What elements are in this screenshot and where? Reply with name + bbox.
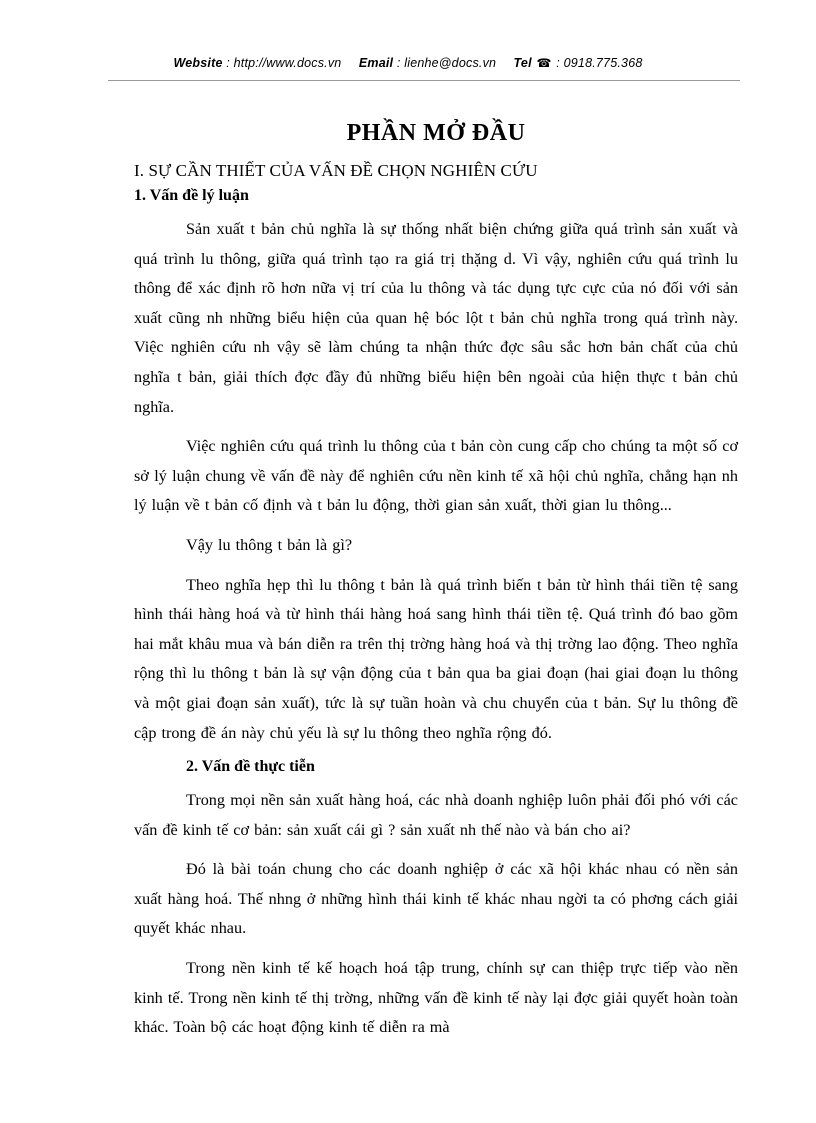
paragraph: Vậy lu thông t bản là gì?	[186, 535, 353, 554]
section-title: I. SỰ CẦN THIẾT CỦA VẤN ĐỀ CHỌN NGHIÊN CỨU	[134, 161, 538, 180]
header-divider	[108, 80, 740, 81]
document-body	[134, 120, 738, 1053]
phone-icon: ☎	[536, 56, 552, 70]
paragraph: Trong nền kinh tế kế hoạch hoá tập trung, chính sự can thiệp trực tiếp vào nền kinh tế. Trong nền kinh tế thị trờng, những vấn đề kinh tế này lại đợc giải quyết hoàn toàn khác. Toàn bộ các hoạt động kinh tế diễn ra mà	[134, 959, 738, 1037]
paragraph: Đó là bài toán chung cho các doanh nghiệp ở các xã hội khác nhau có nền sản xuất hàng hoá. Thế nhng ở những hình thái kinh tế khác nhau ngời ta có phơng cách giải quyết khác nhau.	[134, 860, 738, 938]
email-label: Email	[358, 56, 394, 70]
tel-value: : 0918.775.368	[556, 56, 643, 70]
email-value: : lienhe@docs.vn	[396, 56, 497, 70]
website-label: Website	[173, 56, 223, 70]
paragraph: Sản xuất t bản chủ nghĩa là sự thống nhất biện chứng giữa quá trình sản xuất và quá trình lu thông, giữa quá trình tạo ra giá trị thặng d. Vì vậy, nghiên cứu quá trình lu thông để xác định rõ hơn nữa vị trí của lu thông và tác dụng tực cực của nó đối với sản xuất cũng nh những biểu hiện của quan hệ bóc lột t bản chủ nghĩa trong quá trình này. Việc nghiên cứu nh vậy sẽ làm chúng ta nhận thức đợc sâu sắc hơn bản chất của chủ nghĩa t bản, giải thích đợc đầy đủ những biểu hiện bên ngoài của hiện thực t bản chủ nghĩa.	[134, 220, 738, 416]
document-title: PHẦN MỞ ĐẦU	[346, 120, 526, 146]
website-value: : http://www.docs.vn	[226, 56, 342, 70]
paragraph: Việc nghiên cứu quá trình lu thông của t bản còn cung cấp cho chúng ta một số cơ sở lý luận chung về vấn đề này để nghiên cứu nền kinh tế xã hội chủ nghĩa, chẳng hạn nh lý luận về t bản cố định và t bản lu động, thời gian sản xuất, thời gian lu thông...	[134, 437, 738, 515]
paragraph: Theo nghĩa hẹp thì lu thông t bản là quá trình biến t bản từ hình thái tiền tệ sang hình thái hàng hoá và từ hình thái hàng hoá sang hình thái tiền tệ. Quá trình đó bao gồm hai mắt khâu mua và bán diễn ra trên thị trờng hàng hoá và thị trờng lao động. Theo nghĩa rộng thì lu thông t bản là sự vận động của t bản qua ba giai đoạn (hai giai đoạn lu thông và một giai đoạn sản xuất), tức là sự tuần hoàn và chu chuyển của t bản. Sự lu thông đề cập trong đề án này chủ yếu là sự lu thông theo nghĩa rộng đó.	[134, 575, 738, 742]
tel-label: Tel	[513, 56, 532, 70]
subheading-theory: 1. Vấn đề lý luận	[134, 187, 249, 204]
page-header	[0, 56, 816, 70]
subheading-practice: 2. Vấn đề thực tiễn	[186, 758, 315, 776]
paragraph: Trong mọi nền sản xuất hàng hoá, các nhà doanh nghiệp luôn phải đối phó với các vấn đề kinh tế cơ bản: sản xuất cái gì ? sản xuất nh thế nào và bán cho ai?	[134, 791, 738, 839]
